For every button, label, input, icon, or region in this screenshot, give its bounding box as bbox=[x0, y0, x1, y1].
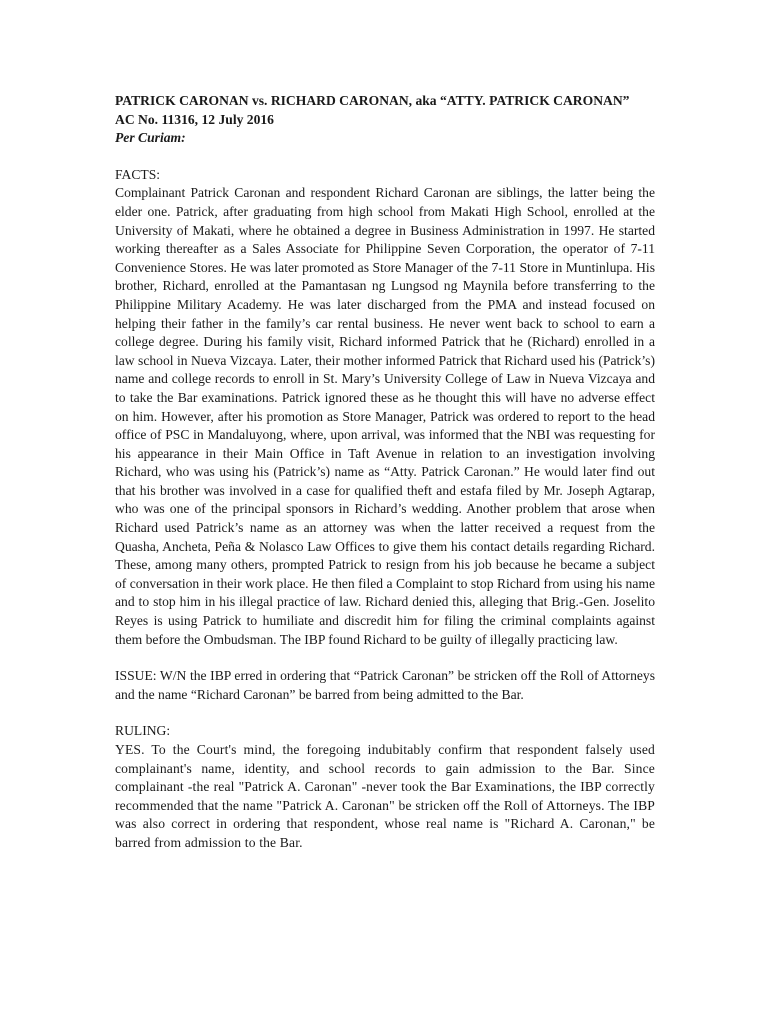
facts-heading: FACTS: bbox=[115, 166, 161, 182]
per-curiam-label: Per Curiam: bbox=[115, 130, 186, 146]
spacer bbox=[115, 704, 655, 722]
issue-paragraph: ISSUE: W/N the IBP erred in ordering that “Patrick Caronan” be stricken off the Roll of Attorneys and the name “Richard Caronan” be barred from being admitted to the Bar. bbox=[115, 668, 655, 702]
spacer bbox=[115, 148, 655, 166]
case-title: PATRICK CARONAN vs. RICHARD CARONAN, aka “ATTY. PATRICK CARONAN” bbox=[115, 93, 630, 108]
document-page bbox=[115, 92, 655, 853]
case-number: AC No. 11316, 12 July 2016 bbox=[115, 111, 274, 127]
spacer bbox=[115, 649, 655, 667]
ruling-heading: RULING: bbox=[115, 723, 171, 739]
ruling-paragraph: YES. To the Court's mind, the foregoing indubitably confirm that respondent falsely used complainant's name, identity, and school records to gain admission to the Bar. Since complainant -the real "Patrick A. Caronan" -never took the Bar Examinations, the IBP correctly recommended that the name "Patrick A. Caronan" be stricken off the Roll of Attorneys. The IBP was also correct in ordering that respondent, whose real name is "Richard A. Caronan," be barred from admission to the Bar. bbox=[115, 742, 655, 850]
facts-paragraph: Complainant Patrick Caronan and respondent Richard Caronan are siblings, the latter being the elder one. Patrick, after graduating from high school from Makati High School, enrolled at the University of Makati, where he obtained a degree in Business Administration in 1997. He started working thereafter as a Sales Associate for Philippine Seven Corporation, the operator of 7-11 Convenience Stores. He was later promoted as Store Manager of the 7-11 Store in Muntinlupa. His brother, Richard, enrolled at the Pamantasan ng Lungsod ng Maynila before transferring to the Philippine Military Academy. He was later discharged from the PMA and instead focused on helping their father in the family’s car rental business. He never went back to school to earn a college degree. During his family visit, Richard informed Patrick that he (Richard) enrolled in a law school in Nueva Vizcaya. Later, their mother informed Patrick that Richard used his (Patrick’s) name and college records to enroll in St. Mary’s University College of Law in Nueva Vizcaya and to take the Bar examinations. Patrick ignored these as he thought this will have no adverse effect on him. However, after his promotion as Store Manager, Patrick was ordered to report to the head office of PSC in Mandaluyong, where, upon arrival, was informed that the NBI was requesting for his appearance in their Main Office in Taft Avenue in relation to an investigation involving Richard, who was using his (Patrick’s) name as “Atty. Patrick Caronan.” He would later find out that his brother was involved in a case for qualified theft and estafa filed by Mr. Joseph Agtarap, who was one of the principal sponsors in Richard’s wedding. Another problem that arose when Richard used Patrick’s name as an attorney was when the latter received a request from the Quasha, Ancheta, Peña & Nolasco Law Offices to give them his contact details regarding Richard. These, among many others, prompted Patrick to resign from his job because he became a subject of conversation in their work place. He then filed a Complaint to stop Richard from using his name and to stop him in his illegal practice of law. Richard denied this, alleging that Brig.-Gen. Joselito Reyes is using Patrick to humiliate and discredit him for filing the criminal complaints against them before the Ombudsman. The IBP found Richard to be guilty of illegally practicing law. bbox=[115, 185, 655, 647]
